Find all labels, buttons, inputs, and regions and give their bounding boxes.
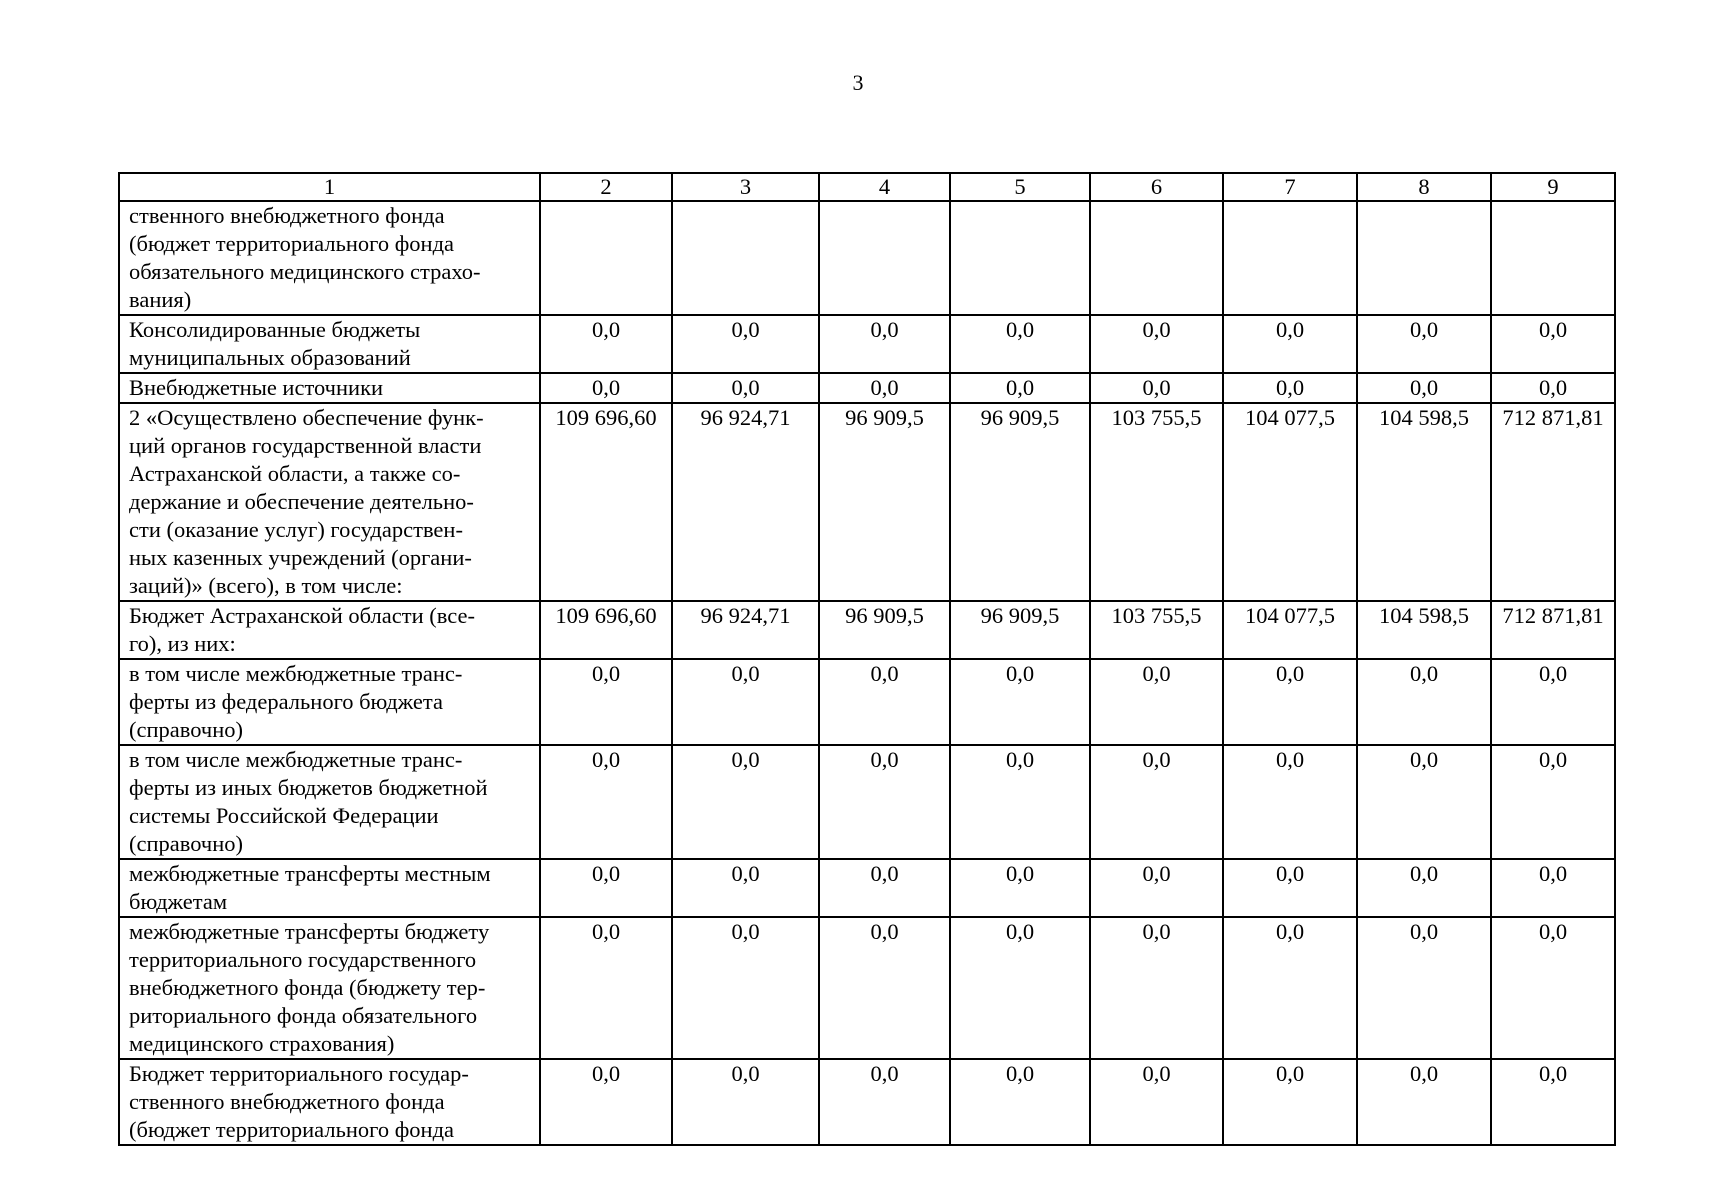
budget-table	[118, 172, 1616, 1146]
description-line: (бюджет территориального фонда	[129, 231, 454, 256]
value-cell-col-9: 0,0	[1491, 917, 1615, 1059]
value-cell-col-8: 0,0	[1357, 1059, 1491, 1145]
value-cell-col-2: 0,0	[540, 745, 672, 859]
description-line: Бюджет Астраханской области (все-	[129, 603, 475, 628]
value-cell-col-5: 0,0	[950, 659, 1090, 745]
value-cell-col-8: 0,0	[1357, 373, 1491, 403]
value-cell-col-8: 0,0	[1357, 859, 1491, 917]
value-cell-col-2: 109 696,60	[540, 403, 672, 601]
column-header-6: 6	[1090, 173, 1223, 201]
value-cell-col-9: 0,0	[1491, 1059, 1615, 1145]
value-cell-col-4: 0,0	[819, 315, 950, 373]
value-cell-col-5: 0,0	[950, 1059, 1090, 1145]
table-row	[119, 373, 1615, 403]
table-row	[119, 659, 1615, 745]
description-line: го), из них:	[129, 631, 236, 656]
table-row	[119, 601, 1615, 659]
value-cell-col-9: 0,0	[1491, 659, 1615, 745]
description-line: в том числе межбюджетные транс-	[129, 661, 463, 686]
value-cell-col-8: 104 598,5	[1357, 601, 1491, 659]
value-cell-col-3: 0,0	[672, 917, 819, 1059]
value-cell-col-8: 0,0	[1357, 917, 1491, 1059]
value-cell-col-6: 0,0	[1090, 315, 1223, 373]
value-cell-col-5: 0,0	[950, 315, 1090, 373]
description-line: Бюджет территориального государ-	[129, 1061, 469, 1086]
column-header-9: 9	[1491, 173, 1615, 201]
value-cell-col-9: 712 871,81	[1491, 601, 1615, 659]
value-cell-col-2: 0,0	[540, 1059, 672, 1145]
row-description-cell	[119, 601, 540, 659]
value-cell-col-3	[672, 201, 819, 315]
row-description-cell	[119, 859, 540, 917]
description-line: (бюджет территориального фонда	[129, 1117, 454, 1142]
value-cell-col-3: 96 924,71	[672, 601, 819, 659]
value-cell-col-2: 0,0	[540, 659, 672, 745]
table-row	[119, 403, 1615, 601]
value-cell-col-2: 0,0	[540, 373, 672, 403]
value-cell-col-5: 96 909,5	[950, 403, 1090, 601]
value-cell-col-9: 0,0	[1491, 859, 1615, 917]
description-line: ций органов государственной власти	[129, 433, 482, 458]
value-cell-col-4: 96 909,5	[819, 601, 950, 659]
table-row	[119, 201, 1615, 315]
description-line: ных казенных учреждений (органи-	[129, 545, 472, 570]
value-cell-col-2: 0,0	[540, 315, 672, 373]
row-description-cell	[119, 745, 540, 859]
row-description-cell	[119, 403, 540, 601]
value-cell-col-6: 0,0	[1090, 373, 1223, 403]
value-cell-col-3: 0,0	[672, 745, 819, 859]
value-cell-col-7: 0,0	[1223, 315, 1357, 373]
column-header-2: 2	[540, 173, 672, 201]
row-description-cell	[119, 917, 540, 1059]
description-line: внебюджетного фонда (бюджету тер-	[129, 975, 486, 1000]
value-cell-col-6: 103 755,5	[1090, 403, 1223, 601]
value-cell-col-7: 0,0	[1223, 917, 1357, 1059]
value-cell-col-4	[819, 201, 950, 315]
value-cell-col-3: 0,0	[672, 315, 819, 373]
description-line: территориального государственного	[129, 947, 477, 972]
value-cell-col-5: 0,0	[950, 859, 1090, 917]
value-cell-col-4: 96 909,5	[819, 403, 950, 601]
row-description-cell	[119, 315, 540, 373]
value-cell-col-6: 0,0	[1090, 659, 1223, 745]
value-cell-col-6: 0,0	[1090, 859, 1223, 917]
column-header-1: 1	[119, 173, 540, 201]
value-cell-col-3: 0,0	[672, 1059, 819, 1145]
value-cell-col-4: 0,0	[819, 1059, 950, 1145]
description-line: системы Российской Федерации	[129, 803, 439, 828]
value-cell-col-8: 0,0	[1357, 659, 1491, 745]
value-cell-col-9: 712 871,81	[1491, 403, 1615, 601]
value-cell-col-5: 96 909,5	[950, 601, 1090, 659]
row-description-cell	[119, 201, 540, 315]
value-cell-col-7: 104 077,5	[1223, 601, 1357, 659]
value-cell-col-8: 0,0	[1357, 315, 1491, 373]
description-line: Внебюджетные источники	[129, 375, 384, 400]
value-cell-col-3: 0,0	[672, 659, 819, 745]
value-cell-col-7: 0,0	[1223, 1059, 1357, 1145]
value-cell-col-5: 0,0	[950, 373, 1090, 403]
table-row	[119, 315, 1615, 373]
value-cell-col-6: 0,0	[1090, 745, 1223, 859]
table-row	[119, 859, 1615, 917]
value-cell-col-9: 0,0	[1491, 315, 1615, 373]
value-cell-col-8: 0,0	[1357, 745, 1491, 859]
value-cell-col-9: 0,0	[1491, 373, 1615, 403]
description-line: ферты из федерального бюджета	[129, 689, 444, 714]
value-cell-col-6: 0,0	[1090, 917, 1223, 1059]
value-cell-col-6	[1090, 201, 1223, 315]
value-cell-col-7: 0,0	[1223, 659, 1357, 745]
value-cell-col-2: 0,0	[540, 859, 672, 917]
row-description-cell	[119, 659, 540, 745]
value-cell-col-6: 0,0	[1090, 1059, 1223, 1145]
value-cell-col-4: 0,0	[819, 659, 950, 745]
value-cell-col-4: 0,0	[819, 917, 950, 1059]
description-line: в том числе межбюджетные транс-	[129, 747, 463, 772]
description-line: муниципальных образований	[129, 345, 411, 370]
table-row	[119, 1059, 1615, 1145]
description-line: заций)» (всего), в том числе:	[129, 573, 403, 598]
value-cell-col-4: 0,0	[819, 373, 950, 403]
column-header-8: 8	[1357, 173, 1491, 201]
value-cell-col-6: 103 755,5	[1090, 601, 1223, 659]
value-cell-col-2	[540, 201, 672, 315]
description-line: (справочно)	[129, 717, 243, 742]
description-line: риториального фонда обязательного	[129, 1003, 478, 1028]
header-row	[119, 173, 1615, 201]
description-line: ферты из иных бюджетов бюджетной	[129, 775, 488, 800]
description-line: ственного внебюджетного фонда	[129, 203, 445, 228]
page-number: 3	[852, 70, 864, 95]
value-cell-col-7: 0,0	[1223, 373, 1357, 403]
table-row	[119, 745, 1615, 859]
description-line: вания)	[129, 287, 192, 312]
value-cell-col-9: 0,0	[1491, 745, 1615, 859]
description-line: обязательного медицинского страхо-	[129, 259, 481, 284]
row-description-cell	[119, 373, 540, 403]
description-line: 2 «Осуществлено обеспечение функ-	[129, 405, 484, 430]
column-header-5: 5	[950, 173, 1090, 201]
description-line: (справочно)	[129, 831, 243, 856]
description-line: держание и обеспечение деятельно-	[129, 489, 474, 514]
value-cell-col-4: 0,0	[819, 859, 950, 917]
value-cell-col-2: 0,0	[540, 917, 672, 1059]
description-line: бюджетам	[129, 889, 228, 914]
value-cell-col-2: 109 696,60	[540, 601, 672, 659]
value-cell-col-7	[1223, 201, 1357, 315]
value-cell-col-8	[1357, 201, 1491, 315]
column-header-7: 7	[1223, 173, 1357, 201]
value-cell-col-3: 0,0	[672, 859, 819, 917]
value-cell-col-5: 0,0	[950, 917, 1090, 1059]
description-line: межбюджетные трансферты местным	[129, 861, 491, 886]
row-description-cell	[119, 1059, 540, 1145]
value-cell-col-5	[950, 201, 1090, 315]
description-line: межбюджетные трансферты бюджету	[129, 919, 490, 944]
description-line: сти (оказание услуг) государствен-	[129, 517, 463, 542]
value-cell-col-3: 96 924,71	[672, 403, 819, 601]
column-header-3: 3	[672, 173, 819, 201]
value-cell-col-7: 0,0	[1223, 859, 1357, 917]
value-cell-col-3: 0,0	[672, 373, 819, 403]
value-cell-col-7: 0,0	[1223, 745, 1357, 859]
table-body	[119, 201, 1615, 1145]
description-line: Астраханской области, а также со-	[129, 461, 461, 486]
value-cell-col-4: 0,0	[819, 745, 950, 859]
value-cell-col-7: 104 077,5	[1223, 403, 1357, 601]
column-header-4: 4	[819, 173, 950, 201]
value-cell-col-9	[1491, 201, 1615, 315]
table-row	[119, 917, 1615, 1059]
description-line: медицинского страхования)	[129, 1031, 395, 1056]
description-line: Консолидированные бюджеты	[129, 317, 421, 342]
description-line: ственного внебюджетного фонда	[129, 1089, 445, 1114]
value-cell-col-5: 0,0	[950, 745, 1090, 859]
value-cell-col-8: 104 598,5	[1357, 403, 1491, 601]
